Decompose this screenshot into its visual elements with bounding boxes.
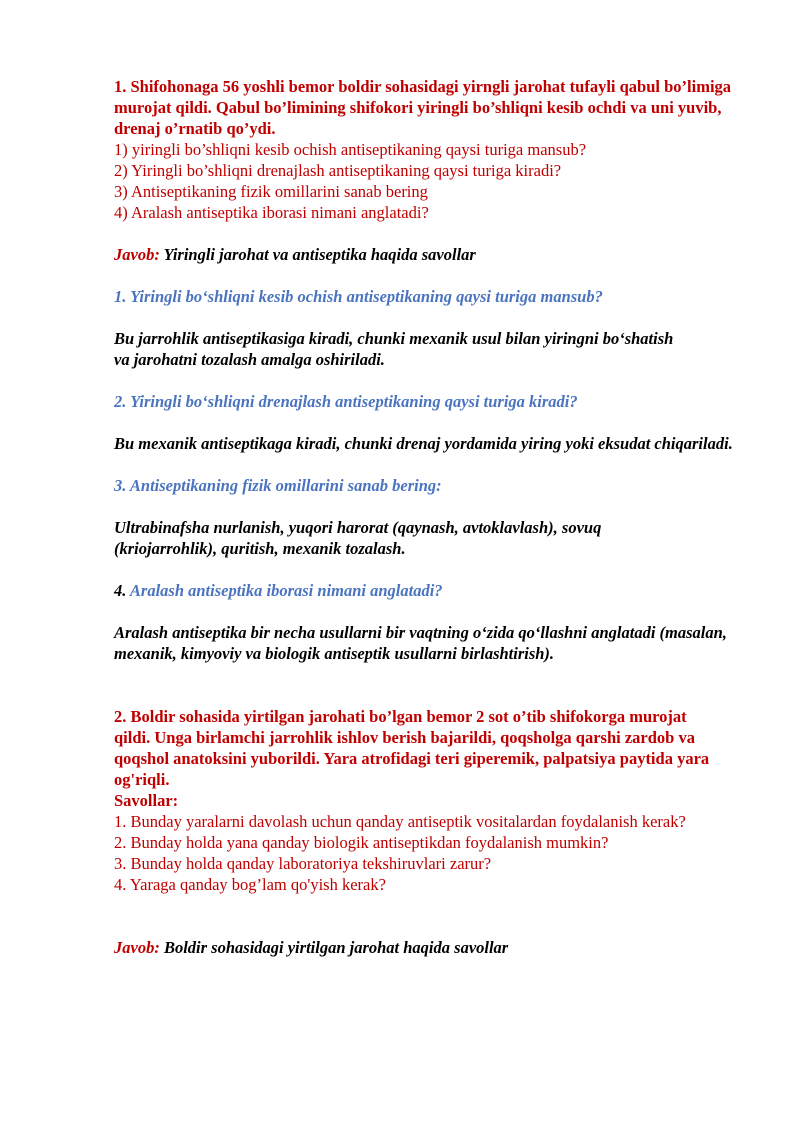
case2-answer-heading [114,937,754,958]
qa4-question-text: Aralash antiseptika iborasi nimani anglatadi? [126,581,443,600]
case2-question-4: 4. Yaraga qanday bog’lam qo'yish kerak? [114,875,386,894]
case2-intro: 2. Boldir sohasida yirtilgan jarohati bo’lgan bemor 2 sot o’tib shifokorga murojat qildi. Unga birlamchi jarrohlik ishlov berish bajarildi, qoqsholga qarshi zardob va qoqshol anatoksini yuborildi. Yara atrofidagi teri giperemik, palpatsiya paytida yara og'riqli. [114,707,710,789]
answer-title-2: Boldir sohasidagi yirtilgan jarohat haqida savollar [159,938,509,957]
qa4-number: 4. [114,581,127,600]
case2-question-1: 1. Bunday yaralarni davolash uchun qanday antiseptik vositalardan foydalanish kerak? [114,812,686,831]
qa2-question: 2. Yiringli bo‘shliqni drenajlash antiseptikaning qaysi turiga kiradi? [114,392,578,411]
qa4-question [114,580,754,601]
case1-intro: 1. Shifohonaga 56 yoshli bemor boldir sohasidagi yirngli jarohat tufayli qabul bo’limiga murojat qildi. Qabul bo’limining shifokori yiringli bo’shliqni kesib ochdi va uni yuvib, drenaj o’rnatib qo’ydi. [114,77,732,138]
qa3-answer: Ultrabinafsha nurlanish, yuqori harorat (qaynash, avtoklavlash), sovuq (kriojarrohlik), quritish, mexanik tozalash. [114,518,602,558]
qa3-question: 3. Antiseptikaning fizik omillarini sanab bering: [114,476,442,495]
case2-question-3: 3. Bunday holda qanday laboratoriya tekshiruvlari zarur? [114,854,492,873]
case1-question-4: 4) Aralash antiseptika iborasi nimani anglatadi? [114,203,429,222]
case2-question-2: 2. Bunday holda yana qanday biologik antiseptikdan foydalanish mumkin? [114,833,609,852]
answer-label: Javob: [114,245,160,264]
case1-question-1: 1) yiringli bo’shliqni kesib ochish antiseptikaning qaysi turiga mansub? [114,140,587,159]
answer-label-2: Javob: [114,938,160,957]
answer-title: Yiringli jarohat va antiseptika haqida savollar [159,245,476,264]
qa2-answer: Bu mexanik antiseptikaga kiradi, chunki drenaj yordamida yiring yoki eksudat chiqariladi. [114,434,733,453]
case1-answer-heading [114,244,754,265]
qa1-answer: Bu jarrohlik antiseptikasiga kiradi, chunki mexanik usul bilan yiringni bo‘shatish va jarohatni tozalash amalga oshiriladi. [114,329,674,369]
case2-savollar-label: Savollar: [114,791,179,810]
case1-question-2: 2) Yiringli bo’shliqni drenajlash antiseptikaning qaysi turiga kiradi? [114,161,562,180]
case1-question-3: 3) Antiseptikaning fizik omillarini sanab bering [114,182,428,201]
qa4-answer: Aralash antiseptika bir necha usullarni bir vaqtning o‘zida qo‘llashni anglatadi (masalan, mexanik, kimyoviy va biologik antiseptik usullarni birlashtirish). [114,623,727,663]
qa1-question: 1. Yiringli bo‘shliqni kesib ochish antiseptikaning qaysi turiga mansub? [114,287,603,306]
document-page [114,76,754,958]
